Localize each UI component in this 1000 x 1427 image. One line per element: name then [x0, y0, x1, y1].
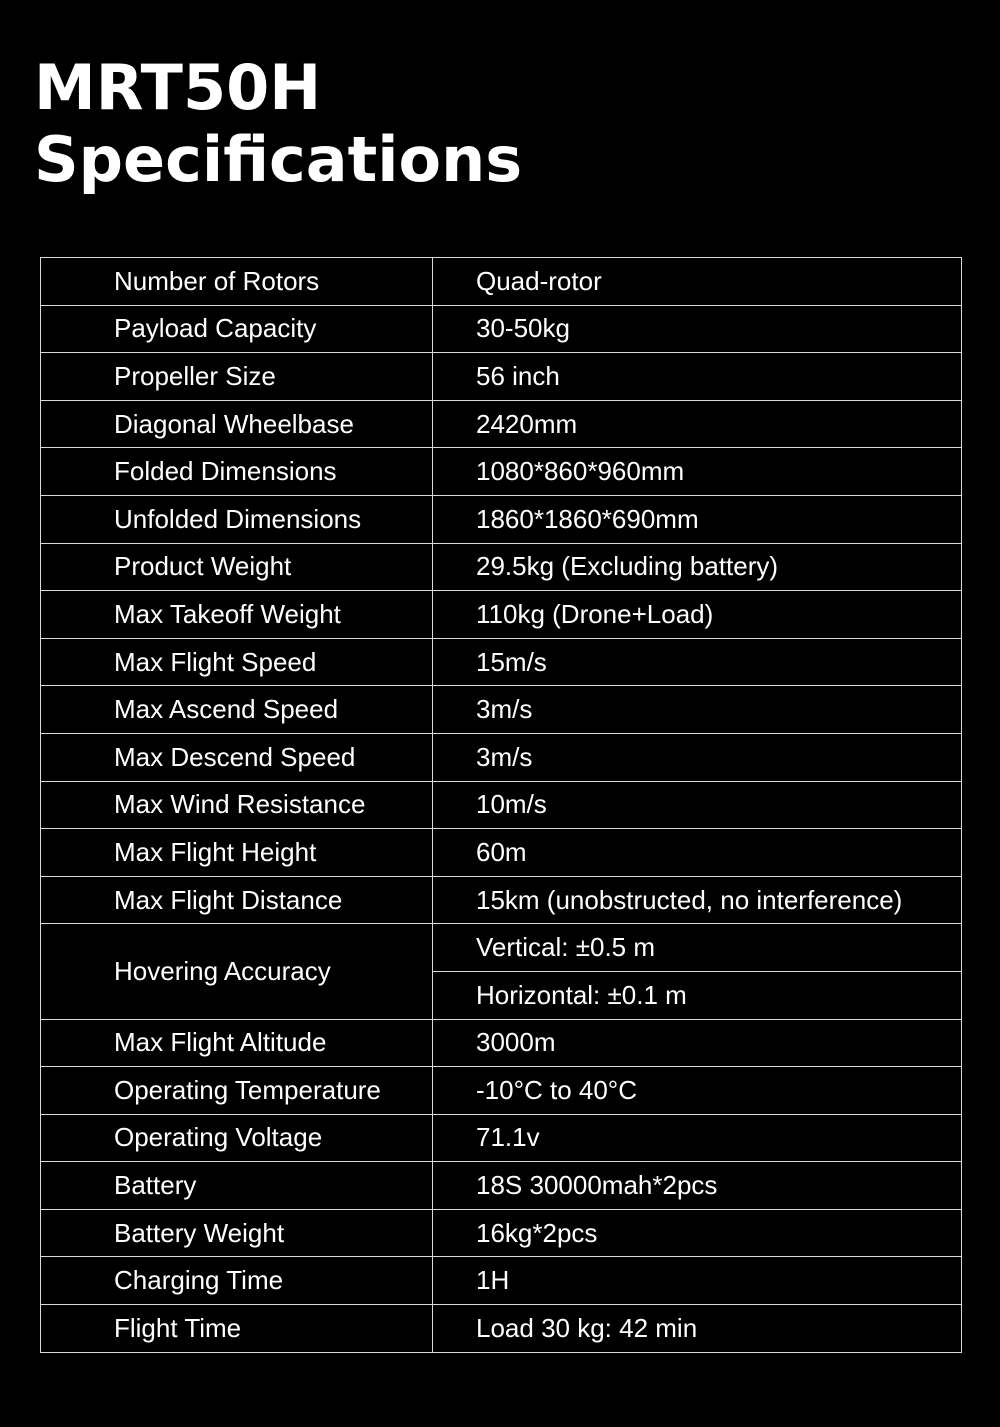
table-row	[41, 686, 962, 734]
spec-label: Number of Rotors	[41, 258, 433, 306]
spec-value: 15km (unobstructed, no interference)	[433, 876, 962, 924]
spec-label: Max Flight Distance	[41, 876, 433, 924]
specifications-table	[40, 257, 962, 1353]
spec-label: Diagonal Wheelbase	[41, 400, 433, 448]
table-row	[41, 1019, 962, 1067]
spec-value: 1H	[433, 1257, 962, 1305]
spec-label: Max Flight Altitude	[41, 1019, 433, 1067]
spec-value: 18S 30000mah*2pcs	[433, 1162, 962, 1210]
table-row	[41, 353, 962, 401]
spec-value-horizontal: Horizontal: ±0.1 m	[433, 971, 962, 1019]
spec-value: 110kg (Drone+Load)	[433, 591, 962, 639]
spec-label: Operating Temperature	[41, 1067, 433, 1115]
table-row	[41, 495, 962, 543]
spec-value: 2420mm	[433, 400, 962, 448]
spec-label: Charging Time	[41, 1257, 433, 1305]
spec-value: 1860*1860*690mm	[433, 495, 962, 543]
table-row	[41, 876, 962, 924]
spec-label: Hovering Accuracy	[41, 924, 433, 1019]
spec-value: 29.5kg (Excluding battery)	[433, 543, 962, 591]
spec-value: 10m/s	[433, 781, 962, 829]
table-row	[41, 1257, 962, 1305]
spec-value: 3m/s	[433, 686, 962, 734]
spec-label: Battery	[41, 1162, 433, 1210]
spec-label: Max Descend Speed	[41, 733, 433, 781]
spec-label: Battery Weight	[41, 1209, 433, 1257]
spec-value: Quad-rotor	[433, 258, 962, 306]
table-row	[41, 1162, 962, 1210]
spec-value: 56 inch	[433, 353, 962, 401]
table-row	[41, 638, 962, 686]
table-row	[41, 305, 962, 353]
table-row	[41, 1209, 962, 1257]
spec-value: 3000m	[433, 1019, 962, 1067]
table-row	[41, 1067, 962, 1115]
spec-value: Load 30 kg: 42 min	[433, 1305, 962, 1353]
table-row	[41, 400, 962, 448]
spec-value: 3m/s	[433, 733, 962, 781]
table-row	[41, 781, 962, 829]
spec-label: Operating Voltage	[41, 1114, 433, 1162]
spec-label: Max Wind Resistance	[41, 781, 433, 829]
spec-label: Product Weight	[41, 543, 433, 591]
spec-value-vertical: Vertical: ±0.5 m	[433, 924, 962, 972]
spec-label: Payload Capacity	[41, 305, 433, 353]
spec-value: 15m/s	[433, 638, 962, 686]
table-row	[41, 543, 962, 591]
spec-label: Unfolded Dimensions	[41, 495, 433, 543]
table-row	[41, 1305, 962, 1353]
page-title	[34, 52, 522, 196]
spec-label: Max Flight Speed	[41, 638, 433, 686]
table-row	[41, 258, 962, 306]
spec-label: Max Takeoff Weight	[41, 591, 433, 639]
spec-value: 30-50kg	[433, 305, 962, 353]
spec-label: Flight Time	[41, 1305, 433, 1353]
spec-label: Max Flight Height	[41, 829, 433, 877]
title-subtitle: Specifications	[34, 123, 523, 196]
spec-label: Max Ascend Speed	[41, 686, 433, 734]
table-row	[41, 591, 962, 639]
spec-value: 60m	[433, 829, 962, 877]
spec-label: Folded Dimensions	[41, 448, 433, 496]
spec-value: 1080*860*960mm	[433, 448, 962, 496]
title-model: MRT50H	[34, 51, 322, 124]
table-row	[41, 733, 962, 781]
table-row	[41, 1114, 962, 1162]
table-row	[41, 448, 962, 496]
table-row	[41, 829, 962, 877]
table-row	[41, 924, 962, 972]
spec-value: -10°C to 40°C	[433, 1067, 962, 1115]
spec-value: 16kg*2pcs	[433, 1209, 962, 1257]
spec-value: 71.1v	[433, 1114, 962, 1162]
spec-label: Propeller Size	[41, 353, 433, 401]
